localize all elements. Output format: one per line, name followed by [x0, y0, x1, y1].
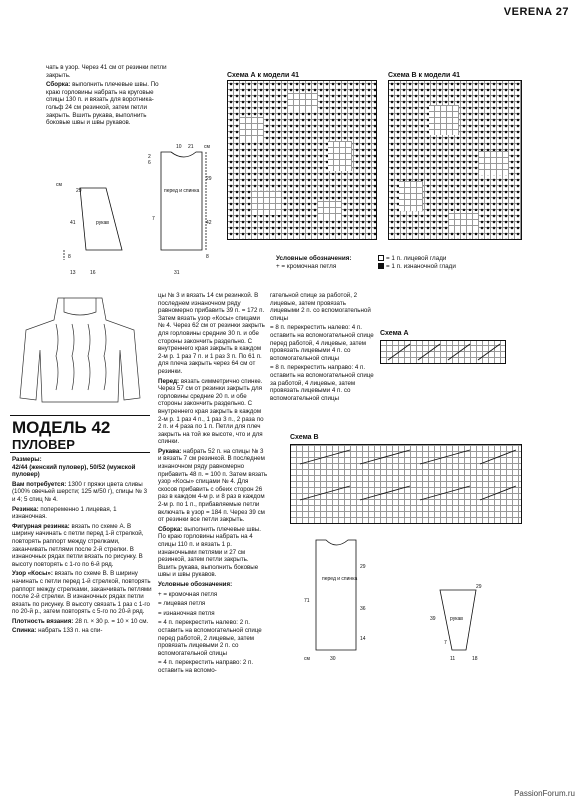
dim-31: 31 — [174, 270, 180, 276]
assembly-text: выполнить плечевые швы. По краю горловины набрать на круговые спицы 130 п. и вязать для воротника-гольф 24 см резинкой, затем петли закрыть. Вшить рукава, выполнить боковые швы и швы рукавов. — [46, 81, 159, 127]
schema-a-42-title: Схема А — [380, 330, 409, 337]
dim-71: 7 — [152, 216, 155, 222]
dim-16: 16 — [90, 270, 96, 276]
collar-outline — [64, 298, 96, 315]
column-1 — [12, 456, 152, 637]
sleeves-text: набрать 52 п. на спицы № 3 и вязать 7 см резинкой. В последнем изнаночном ряду равномерно прибавить 48 п. = 100 п. Затем вязать узор «Косы» спицами № 4. Для скосов прибавить с обеих сторон 26 раз в каждом 4-м р. и 8 раз в каждом 2-м р. по 1 п., прибавляемые петли включать в узор = 184 п. Через 39 см от резинки все петли закрыть. — [158, 447, 268, 524]
sleeve-42-label: рукав — [450, 616, 463, 622]
knit-symbol-icon — [378, 255, 384, 261]
dim-2: 2 — [148, 154, 151, 160]
col3-l7: = 8 п. перекрестить направо: 4 п. оставить на вспомогательной спице за работой, 4 лицевые, затем провязать лицевыми 4 п. со вспомогательной спицы — [270, 364, 374, 402]
model-subtitle: ПУЛОВЕР — [12, 437, 75, 452]
assembly-label: Сборка: — [46, 81, 71, 89]
top-left-text — [46, 64, 170, 129]
schema-a-41-title: Схема А к модели 41 — [227, 72, 300, 79]
sleeve-outline — [80, 188, 122, 250]
magazine-page-title: VERENA 27 — [503, 6, 569, 18]
model-title: МОДЕЛЬ 42 — [12, 418, 111, 437]
legend-knit: = 1 п. лицевой глади — [386, 255, 447, 262]
sizes-text: 42/44 (женский пуловер), 50/52 (мужской пуловер) — [12, 463, 136, 479]
dim42-29: 29 — [360, 564, 366, 570]
body-outline — [161, 152, 202, 250]
schema-b-42-cables — [290, 444, 522, 524]
assembly2-label: Сборка: — [158, 525, 183, 533]
sweater-photo — [16, 290, 144, 410]
schema-a-41-grid — [227, 80, 377, 240]
col3-l6: = 8 п. перекрестить налево: 4 п. оставить на вспомогательной спице перед работой, 4 лицевые, затем провязать лицевыми 4 п. со вспомогательной спицы — [270, 324, 374, 362]
dim42-71: 71 — [304, 598, 310, 604]
assembly2-text: выполнить плечевые швы. По краю горловины набрать на 4 спицы 110 п. и вязать 1 р. изнаночными петлями и 27 см резинкой, затем петли закрыть. Вшить рукава, выполнить боковые швы и швы рукавов. — [158, 525, 261, 579]
dim-29b: 29 — [76, 188, 82, 194]
legend-41-right — [378, 255, 456, 271]
legend2-l2: = лицевая петля — [158, 600, 206, 608]
legend2-l5: = 4 п. перекрестить направо: 2 п. оставить на вспомо- — [158, 659, 254, 674]
back-text: набрать 133 п. на спи- — [38, 627, 103, 635]
dim42-39: 39 — [430, 616, 436, 622]
schema-b-41-grid — [388, 80, 522, 240]
dim-29: 29 — [206, 176, 212, 182]
dim-10: 10 — [176, 144, 182, 150]
legend-41-title: Условные обозначения: — [276, 255, 352, 262]
legend-41-edge: + = кромочная петля — [276, 263, 337, 270]
sleeve-label: рукав — [96, 220, 109, 226]
dim-41: 41 — [70, 220, 76, 226]
schema-b-41-title: Схема В к модели 41 — [388, 72, 461, 79]
dim-6: 6 — [148, 160, 151, 166]
front-label: Перед: — [158, 377, 180, 385]
top-text-p1: чать в узор. Через 41 см от резинки петли закрыть. — [46, 64, 167, 79]
body-42-outline — [316, 540, 356, 650]
need-text: 1300 г пряжи цвета сливы (100% овечьей шерсти; 125 м/50 г), спицы № 3 и 4; 5 спиц № 4. — [12, 480, 148, 503]
fig-text: вязать по схеме А. В ширину начинать с петли перед 1-й стрелкой, повторять раппорт между стрелками, заканчивать петлями после 2-й стрелки. В изнаночных рядах петли вязать по рисунку. В высоту повторять с 1-го по 6-й ряд. — [12, 522, 144, 568]
braid-text: вязать по схеме В. В ширину начинать с петли перед 1-й стрелкой, повторять раппорт между стрелками, заканчивать петлями после 2-й стрелки. В изнаночных рядах петли вязать по рисунку. В высоту связать 1 раз с 1-го по 20-й р., затем повторять с 5-го по 20-й ряд. — [12, 570, 152, 616]
dim-21: 21 — [188, 144, 194, 150]
dim-8b: 8 — [206, 254, 209, 260]
sweater-outline — [20, 298, 140, 402]
column-3 — [270, 292, 374, 404]
page-header — [0, 6, 581, 24]
dim42-11: 11 — [450, 656, 456, 662]
front-text: вязать симметрично спинке. Через 57 см от резинки закрыть для горловины средние 20 п. и обе стороны закончить раздельно. С внутреннего края закрыть в каждом 2-м р. 1 раз 4 п., 1 раз 3 п., 2 раза по 2 п. и 4 раза по 1 п. Петли для плеч закрыть на той же высоте, что и для спинки. — [158, 377, 264, 446]
body-label: перед и спинка — [164, 188, 200, 194]
need-label: Вам потребуется: — [12, 480, 67, 488]
title-rule-top — [10, 415, 150, 416]
legend-purl: = 1 п. изнаночной глади — [386, 263, 456, 270]
dim-cm-1: см — [56, 182, 62, 188]
density-label: Плотность вязания: — [12, 617, 74, 625]
pattern-41-drawing — [56, 140, 226, 280]
top-text-assembly — [46, 81, 170, 127]
dim42-36: 36 — [360, 606, 366, 612]
legend2-l4: = 4 п. перекрестить налево: 2 п. оставить на вспомогательной спице перед работой, 2 лицевые, затем провязать лицевыми 2 п. со вспомогательной спицы — [158, 619, 262, 657]
dim42-18: 18 — [472, 656, 478, 662]
fig-label: Фигурная резинка: — [12, 522, 70, 530]
rib-label: Резинка: — [12, 505, 39, 513]
dim-8: 8 — [68, 254, 71, 260]
density-text: 28 п. × 30 р. = 10 × 10 см. — [75, 617, 149, 625]
column-2 — [158, 292, 268, 677]
body-42-label: перед и спинка — [322, 576, 358, 582]
dim42-14: 14 — [360, 636, 366, 642]
dim42-cm: см — [304, 656, 310, 662]
schema-a-42-cables — [380, 340, 506, 364]
sleeves-label: Рукава: — [158, 447, 182, 455]
legend2-title: Условные обозначения: — [158, 580, 233, 588]
dim-13: 13 — [70, 270, 76, 276]
site-watermark: PassionForum.ru — [514, 789, 575, 798]
dim-cm-2: см — [204, 144, 210, 150]
dim42-29b: 29 — [476, 584, 482, 590]
purl-symbol-icon — [378, 263, 384, 269]
dim42-7: 7 — [444, 640, 447, 646]
dim42-30: 30 — [330, 656, 336, 662]
sizes-label: Размеры: — [12, 456, 42, 463]
braid-label: Узор «Косы»: — [12, 570, 53, 578]
col2-p1: цы № 3 и вязать 14 см резинкой. В последнем изнаночном ряду равномерно прибавить 39 п. = 172 п. Затем вязать узор «Косы» спицами № 4. Через 62 см от резинки закрыть для горловины средние 30 п. и обе стороны закончить раздельно. С внутреннего края закрыть в каждом 2-м р. 1 раз 7 п. и 1 раз 3 п. По 61 п. для плеча закрыть через 64 см от резинки. — [158, 292, 265, 375]
schema-b-42-title: Схема В — [290, 434, 319, 441]
col3-p1: гательной спице за работой, 2 лицевые, затем провязать лицевыми 2 п. со вспомогательной спицы — [270, 292, 371, 322]
legend2-l1: + = кромочная петля — [158, 590, 218, 598]
dim-42: 42 — [206, 220, 212, 226]
back-label: Спинка: — [12, 627, 37, 635]
pattern-42-drawing — [300, 532, 532, 666]
legend-41 — [276, 255, 351, 271]
rib-text: попеременно 1 лицевая, 1 изнаночная. — [12, 505, 117, 521]
legend2-l3: = изнаночная петля — [158, 609, 215, 617]
title-rule-bottom — [10, 452, 150, 453]
